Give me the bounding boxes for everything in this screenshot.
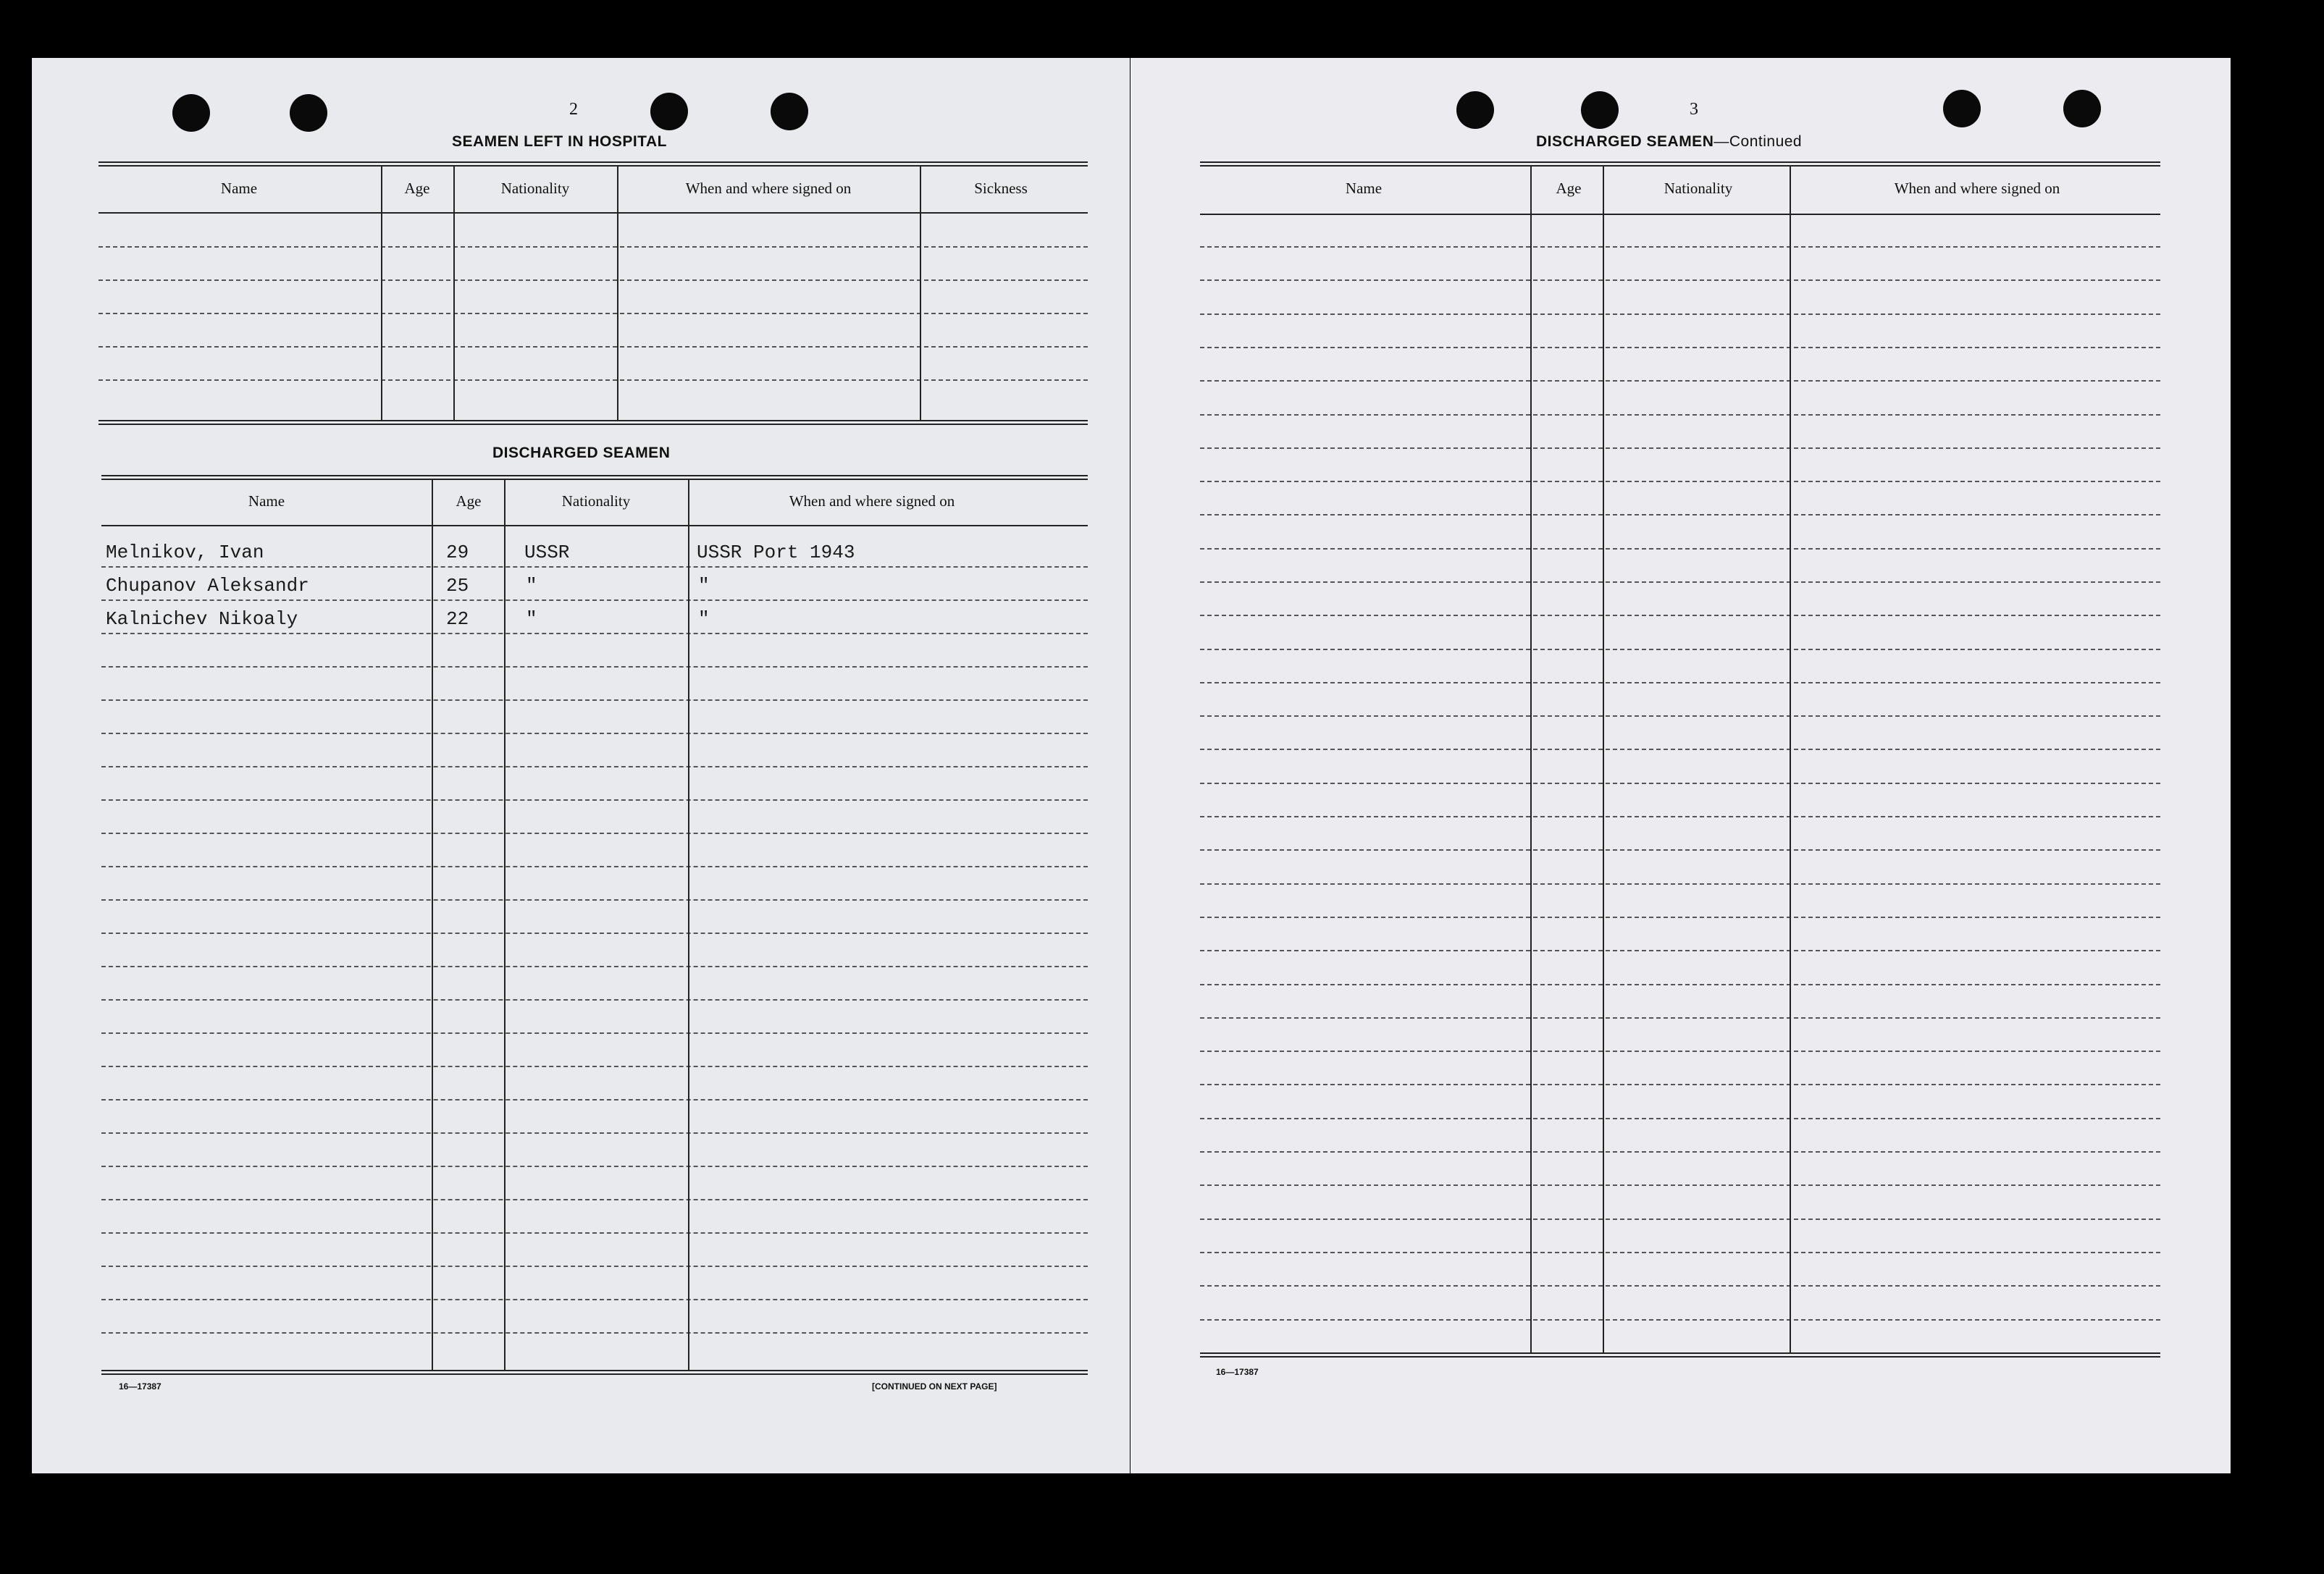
row-line xyxy=(1200,615,2160,616)
punch-hole xyxy=(1581,91,1619,129)
row-line xyxy=(101,1132,1088,1134)
row-line xyxy=(1200,1319,2160,1321)
column-header-signed-on: When and where signed on xyxy=(789,492,955,510)
row-line xyxy=(101,733,1088,734)
table-row-2-name: Chupanov Aleksandr xyxy=(106,575,309,597)
row-line xyxy=(1200,279,2160,281)
row-line xyxy=(101,1066,1088,1067)
row-line xyxy=(1200,682,2160,683)
row-line xyxy=(1200,313,2160,315)
row-line xyxy=(101,1266,1088,1267)
row-line xyxy=(101,1299,1088,1300)
column-divider xyxy=(504,480,506,1371)
row-line xyxy=(1200,917,2160,918)
table-bottom-rule xyxy=(101,1370,1088,1375)
page-number: 3 xyxy=(1690,100,1698,119)
table-row-3-signed-on: " xyxy=(698,608,710,630)
header-rule xyxy=(98,212,1088,214)
form-number: 16—17387 xyxy=(1216,1367,1259,1377)
column-divider xyxy=(688,480,689,1371)
row-line xyxy=(1200,783,2160,784)
row-line xyxy=(98,346,1088,348)
row-line xyxy=(101,766,1088,767)
punch-hole xyxy=(1943,90,1981,127)
row-line xyxy=(1200,984,2160,985)
row-line xyxy=(1200,1084,2160,1085)
punch-hole xyxy=(1456,91,1494,129)
column-header-nationality: Nationality xyxy=(561,492,631,510)
row-line xyxy=(1200,1184,2160,1186)
table-bottom-rule xyxy=(1200,1352,2160,1358)
page-number: 2 xyxy=(569,100,578,119)
column-divider xyxy=(1790,167,1791,1354)
row-line xyxy=(101,1199,1088,1200)
table-row-1-age: 29 xyxy=(446,542,469,563)
row-line xyxy=(1200,1219,2160,1220)
column-divider xyxy=(920,167,921,420)
punch-hole xyxy=(771,93,808,130)
row-line xyxy=(1200,950,2160,951)
row-line xyxy=(101,866,1088,867)
discharged-section-title: DISCHARGED SEAMEN xyxy=(492,445,671,461)
table-row-3-nationality: " xyxy=(526,608,537,630)
row-line xyxy=(101,1332,1088,1334)
row-line xyxy=(101,1032,1088,1034)
table-top-rule xyxy=(101,475,1088,480)
row-line xyxy=(101,966,1088,967)
left-page xyxy=(32,58,1130,1473)
row-line xyxy=(101,599,1088,601)
column-divider xyxy=(381,167,382,420)
row-line xyxy=(1200,347,2160,348)
continued-note: [CONTINUED ON NEXT PAGE] xyxy=(872,1381,997,1392)
row-line xyxy=(1200,548,2160,550)
column-header-sickness: Sickness xyxy=(974,180,1028,197)
column-divider xyxy=(432,480,433,1371)
table-top-rule xyxy=(1200,161,2160,167)
table-row-3-name: Kalnichev Nikoaly xyxy=(106,608,298,630)
row-line xyxy=(1200,1285,2160,1287)
row-line xyxy=(1200,1118,2160,1119)
punch-hole xyxy=(650,93,688,130)
row-line xyxy=(1200,1151,2160,1153)
column-header-age: Age xyxy=(404,180,430,197)
column-header-name: Name xyxy=(248,492,285,510)
row-line xyxy=(101,666,1088,668)
column-header-age: Age xyxy=(456,492,482,510)
row-line xyxy=(101,999,1088,1001)
column-header-signed-on: When and where signed on xyxy=(685,180,852,197)
row-line xyxy=(101,699,1088,701)
column-header-nationality: Nationality xyxy=(500,180,570,197)
punch-hole xyxy=(172,94,210,132)
row-line xyxy=(101,1232,1088,1234)
row-line xyxy=(1200,380,2160,382)
row-line xyxy=(1200,849,2160,851)
column-divider xyxy=(617,167,618,420)
table-row-1-name: Melnikov, Ivan xyxy=(106,542,264,563)
row-line xyxy=(1200,1252,2160,1253)
right-page xyxy=(1130,58,2231,1473)
row-line xyxy=(1200,1017,2160,1019)
row-line xyxy=(1200,715,2160,717)
row-line xyxy=(101,1099,1088,1100)
section-title: DISCHARGED SEAMEN—Continued xyxy=(1536,133,1803,150)
row-line xyxy=(98,379,1088,381)
column-header-nationality: Nationality xyxy=(1664,180,1733,197)
row-line xyxy=(101,566,1088,568)
row-line xyxy=(101,799,1088,801)
column-divider xyxy=(1603,167,1604,1354)
row-line xyxy=(1200,246,2160,248)
table-row-1-nationality: USSR xyxy=(524,542,570,563)
row-line xyxy=(1200,883,2160,885)
form-number: 16—17387 xyxy=(119,1381,161,1392)
row-line xyxy=(1200,447,2160,449)
row-line xyxy=(1200,414,2160,416)
column-header-signed-on: When and where signed on xyxy=(1894,180,2060,197)
row-line xyxy=(101,933,1088,934)
row-line xyxy=(1200,514,2160,515)
table-row-1-signed-on: USSR Port 1943 xyxy=(697,542,855,563)
header-rule xyxy=(101,525,1088,526)
column-header-name: Name xyxy=(1345,180,1383,197)
table-row-3-age: 22 xyxy=(446,608,469,630)
row-line xyxy=(1200,1051,2160,1052)
row-line xyxy=(1200,481,2160,482)
table-top-rule xyxy=(98,161,1088,167)
table-bottom-rule xyxy=(98,420,1088,425)
table-row-2-signed-on: " xyxy=(698,575,710,597)
row-line xyxy=(98,246,1088,248)
row-line xyxy=(1200,749,2160,750)
header-rule xyxy=(1200,214,2160,215)
row-line xyxy=(101,899,1088,901)
punch-hole xyxy=(2063,90,2101,127)
punch-hole xyxy=(290,94,327,132)
column-divider xyxy=(453,167,455,420)
column-header-name: Name xyxy=(220,180,258,197)
row-line xyxy=(101,1166,1088,1167)
row-line xyxy=(1200,581,2160,583)
row-line xyxy=(98,313,1088,314)
row-line xyxy=(1200,816,2160,817)
row-line xyxy=(101,633,1088,634)
column-divider xyxy=(1530,167,1532,1354)
column-header-age: Age xyxy=(1556,180,1582,197)
row-line xyxy=(101,833,1088,834)
table-row-2-nationality: " xyxy=(526,575,537,597)
table-row-2-age: 25 xyxy=(446,575,469,597)
row-line xyxy=(1200,649,2160,650)
row-line xyxy=(98,279,1088,281)
hospital-section-title: SEAMEN LEFT IN HOSPITAL xyxy=(452,133,667,150)
